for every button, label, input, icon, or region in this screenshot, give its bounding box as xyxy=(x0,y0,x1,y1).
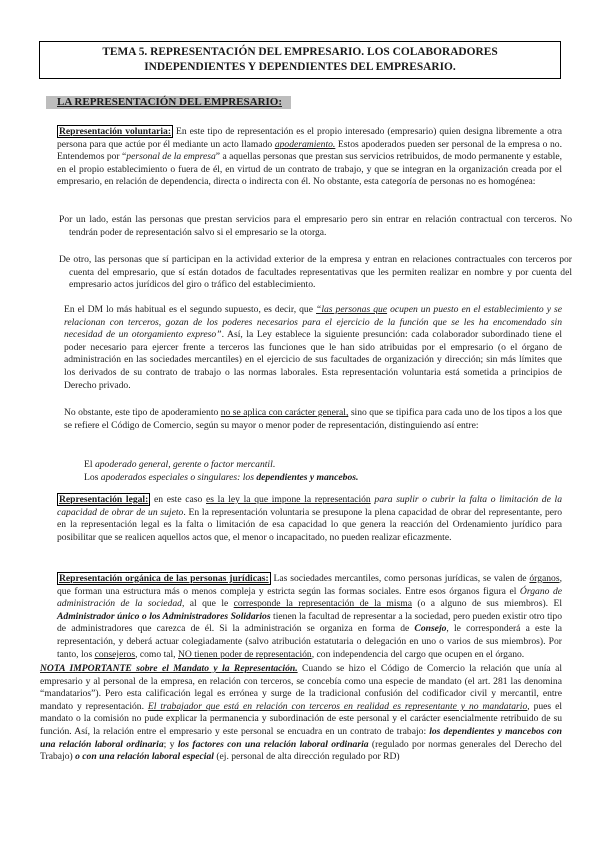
text-span: (o a alguno de sus miembros). El xyxy=(411,598,562,610)
paragraph-representacion-legal xyxy=(57,494,562,544)
term-personal-empresa: personal de la empresa xyxy=(126,151,216,163)
text-span: , pues el mandato o la comisión no pude explicar la permanencia y subordinación de este personal y el carácter esencialmente retribuido de su función. Así, la relación entre el empresario y este personal se encuadra en un contrato de trabajo: xyxy=(40,700,563,737)
text-span: El xyxy=(84,459,95,470)
label-representacion-voluntaria: Representación voluntaria: xyxy=(59,126,172,137)
paragraph-no-obstante xyxy=(64,407,562,432)
label-representacion-organica: Representación orgánica de las personas jurídicas: xyxy=(59,573,269,584)
list-item-apoderado-general xyxy=(84,459,275,472)
term-consejeros: consejeros xyxy=(94,648,136,660)
list-item-apoderados-especiales xyxy=(84,472,358,485)
bold-italic-phrase: los dependientes y mancebos con una relación laboral ordinaria xyxy=(40,725,562,750)
underlined-phrase: es la ley la que impone la representación xyxy=(206,494,371,505)
text-span: . Así, la Ley establece la siguiente presunción: cada colaborador subordinado tiene el poder necesario para ejercer frente a terceros las funciones que le han sido atribuidas por el empresario (o el órgano de administración en las sociedades mercantiles) en el ejercicio de sus facultades de organización y dirección; sin más límites que los derivados de su contrato de trabajo o las normas laborales. Esta representación voluntaria está sometida a principios de Derecho privado. xyxy=(64,329,562,391)
term-apoderamiento: apoderamiento. xyxy=(274,138,336,150)
paragraph-representacion-organica xyxy=(57,573,562,661)
italic-phrase: para suplir o cubrir la falta o limitación de la capacidad de obrar de un sujeto xyxy=(57,494,562,518)
quote-underlined: “las personas que xyxy=(315,304,388,315)
text-span: ; y xyxy=(163,738,178,750)
italic-underlined-phrase: El trabajador que está en relación con terceros en realidad es representante y no mandatario xyxy=(147,700,528,712)
text-span: (ej. personal de alta dirección regulado por RD) xyxy=(213,751,400,763)
paragraph-nota-importante xyxy=(40,663,562,764)
text-span: , le corresponderá a este la representación, y deberá actuar colegiadamente (salvo atribución estatutaria o delegación en uno o varios de sus miembros). Por tanto, los xyxy=(57,623,563,660)
paragraph-de-otro: De otro, las personas que sí participan en la actividad exterior de la empresa y entran en relaciones contractuales con terceros por cuenta del empresario, que sí están dotados de facultades representativas que les permiten realizar en nombre y por cuenta del empresario actos jurídicos del giro o tráfico del establecimiento. xyxy=(59,254,572,291)
underlined-phrase: no se aplica con carácter general, xyxy=(220,407,349,418)
bold-italic-phrase: los factores con una relación laboral ordinaria xyxy=(177,738,369,750)
section-heading xyxy=(46,96,291,109)
text-span: : los xyxy=(237,472,257,483)
text-span: , como tal, xyxy=(135,648,178,660)
document-title xyxy=(39,41,561,79)
text-span: Estos apoderados pueden ser personal de la empresa o no. Entendemos por “ xyxy=(57,138,562,163)
text-span: Cuando se hizo el Código de Comercio la relación que unía al empresario y al personal de la empresa, en relación con terceros, se concebía como una especie de mandato (el art. 281 las denomina “mandatarios”). Pero esta calificación legal es errónea y surge de la tradicional confusión del codificador civil y mercantil, entre mandato y representación. xyxy=(40,663,562,712)
text-span: , que forman una estructura más o menos compleja y estricta según las formas sociales. Entre esos órganos figura el xyxy=(57,573,562,597)
text-span: ” a aquellas personas que prestan sus servicios retribuidos, de modo permanente y estable, en el propio establecimiento o fuera de él, en virtud de un contrato de trabajo, y que se integran en la organización creada por el empresario, en relación de dependencia, directa o indirecta con él. No obstante, esta categoría de personas no es homogénea: xyxy=(57,151,562,188)
text-span: No obstante, este tipo de apoderamiento xyxy=(64,407,221,418)
title-line-2: INDEPENDIENTES Y DEPENDIENTES DEL EMPRESARIO. xyxy=(144,61,456,73)
label-representacion-legal: Representación legal: xyxy=(59,494,149,505)
underlined-phrase: NO tienen poder de representación xyxy=(177,648,312,660)
term-apoderados-especiales: apoderados especiales o singulares xyxy=(100,472,238,483)
paragraph-por-un-lado: Por un lado, están las personas que prestan servicios para el empresario pero sin entrar en relación contractual con terceros. No tendrán poder de representación salvo si el empresario se la otorga. xyxy=(59,214,572,238)
quote-italic: ocupen un puesto en el establecimiento y se relacionan con terceros, gozan de los poderes necesarios para el ejercicio de la función que se les ha encomendado sin necesidad de un otorgamiento expreso” xyxy=(64,304,562,341)
term-administradores: Administrador único o los Administradores Solidarios xyxy=(57,610,271,622)
paragraph-en-el-dm xyxy=(64,304,562,392)
title-line-1: TEMA 5. REPRESENTACIÓN DEL EMPRESARIO. LOS COLABORADORES xyxy=(102,46,498,58)
text-span: en este caso xyxy=(150,494,206,505)
text-span: En este tipo de representación es el propio interesado (empresario) quien designa libremente a otra persona para que actúe por él mediante un acto llamado xyxy=(57,126,562,150)
text-span: En el DM lo más habitual es el segundo supuesto, es decir, que xyxy=(64,304,316,315)
text-span: . En la representación voluntaria se presupone la plena capacidad de obrar del representante, pero en la representación legal es la falta o limitación de esa capacidad lo que genera la reacción del Ordenamiento jurídico para posibilitar que se realicen aquellos actos que, el menor o incapacitado, no pueden realizar eficazmente. xyxy=(57,506,562,543)
text-span: Los xyxy=(84,472,101,483)
label-nota-importante: NOTA IMPORTANTE sobre el Mandato y la Representación. xyxy=(40,663,298,674)
text-span: . xyxy=(272,459,276,470)
paragraph-representacion-voluntaria xyxy=(57,126,562,189)
term-dependientes-mancebos: dependientes y mancebos. xyxy=(256,472,359,483)
section-heading-text: LA REPRESENTACIÓN DEL EMPRESARIO: xyxy=(57,96,283,108)
term-consejo: Consejo xyxy=(414,623,447,635)
text-span: (regulado por normas generales del Derecho del Trabajo) xyxy=(40,738,563,763)
term-organos: órganos xyxy=(529,573,560,584)
text-span: , con independencia del cargo que ocupen en el órgano. xyxy=(311,648,525,660)
text-span: Las sociedades mercantiles, como personas jurídicas, se valen de xyxy=(270,573,530,584)
underlined-phrase: corresponde la representación de la misma xyxy=(233,598,412,610)
term-organo-administracion: Órgano de administración de la sociedad xyxy=(57,585,562,610)
text-span: , al que le xyxy=(181,598,234,610)
term-apoderado-general: apoderado general, gerente o factor mercantil xyxy=(94,459,273,470)
bold-italic-phrase: o con una relación laboral especial xyxy=(75,751,214,763)
text-span: sino que se tipifica para cada uno de los tipos a los que se refiere el Código de Comercio, según su mayor o menor poder de representación, distinguiendo así entre: xyxy=(64,407,563,431)
text-span: tienen la facultad de representar a la sociedad, pero pueden existir otro tipo de administradores que carezca de él. Si la administración se organiza en forma de xyxy=(57,610,562,635)
